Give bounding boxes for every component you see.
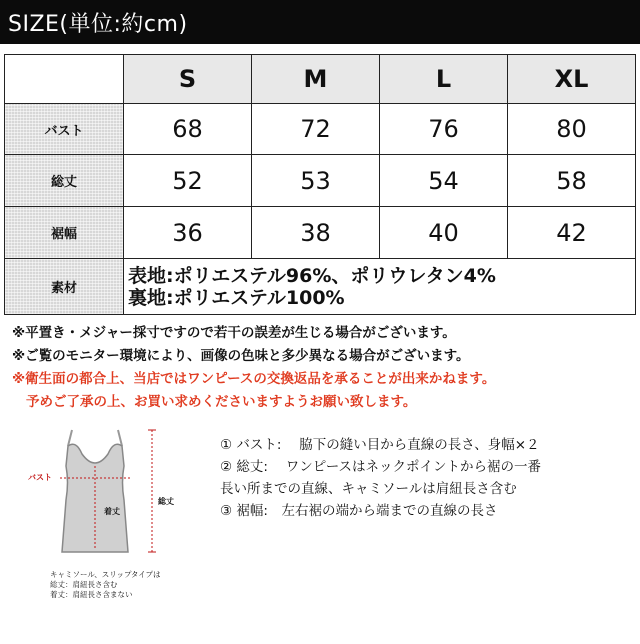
table-cell: 42 (507, 206, 636, 259)
row-header-material: 素材 (4, 258, 124, 315)
size-table (4, 54, 636, 318)
col-header-m: M (251, 54, 380, 104)
diagram-caption-line1: キャミソール、スリップタイプは (50, 570, 161, 579)
notes-section (12, 322, 632, 414)
soutake-label: 総丈 (158, 497, 174, 506)
table-cell: 52 (123, 154, 252, 207)
material-line-lining: 裏地:ポリエステル100% (128, 286, 345, 309)
diagram-caption-line2: 総丈：肩紐長さ含む (50, 580, 118, 589)
explanation-total-length-cont: 長い所までの直線、キャミソールは肩紐長さ含む (220, 481, 517, 497)
chakutake-label: 着丈 (104, 507, 120, 516)
col-header-s: S (123, 54, 252, 104)
explanation-hem-width: ③ 裾幅: 左右裾の端から端までの直線の長さ (220, 503, 498, 519)
table-cell: 80 (507, 103, 636, 155)
material-line-outer: 表地:ポリエステル96%、ポリウレタン4% (128, 264, 496, 287)
table-cell: 53 (251, 154, 380, 207)
material-cell (123, 258, 636, 315)
table-cell: 72 (251, 103, 380, 155)
explanation-total-length: ② 総丈: ワンピースはネックポイントから裾の一番 (220, 459, 542, 475)
table-cell: 68 (123, 103, 252, 155)
table-cell: 38 (251, 206, 380, 259)
note-no-return: ※衛生面の都合上、当店ではワンピースの交換返品を承ることが出来かねます。 (12, 371, 496, 387)
bust-label: バスト (28, 473, 52, 482)
row-header-total-length: 総丈 (4, 154, 124, 207)
col-header-xl: XL (507, 54, 636, 104)
camisole-diagram (20, 420, 220, 640)
size-title: SIZE(単位:約cm) (8, 12, 188, 37)
row-header-hem-width: 裾幅 (4, 206, 124, 259)
table-cell: 58 (507, 154, 636, 207)
table-cell: 40 (379, 206, 508, 259)
note-monitor: ※ご覧のモニター環境により、画像の色味と多少異なる場合がございます。 (12, 348, 470, 364)
diagram-caption-line3: 着丈：肩紐長さ含まない (50, 590, 133, 599)
table-cell: 76 (379, 103, 508, 155)
note-acknowledge: 予めご了承の上、お買い求めくださいますようお願い致します。 (26, 394, 417, 410)
note-measurement: ※平置き・メジャー採寸ですので若干の誤差が生じる場合がございます。 (12, 325, 456, 341)
col-header-l: L (379, 54, 508, 104)
size-title-bar (0, 0, 640, 44)
diagram-caption (50, 570, 161, 600)
table-corner (4, 54, 124, 104)
explanation-bust: ① バスト: 脇下の縫い目から直線の長さ、身幅×２ (220, 437, 540, 453)
table-cell: 54 (379, 154, 508, 207)
row-header-bust: バスト (4, 103, 124, 155)
measurement-explanations (220, 434, 635, 522)
camisole-illustration (20, 420, 220, 640)
table-cell: 36 (123, 206, 252, 259)
